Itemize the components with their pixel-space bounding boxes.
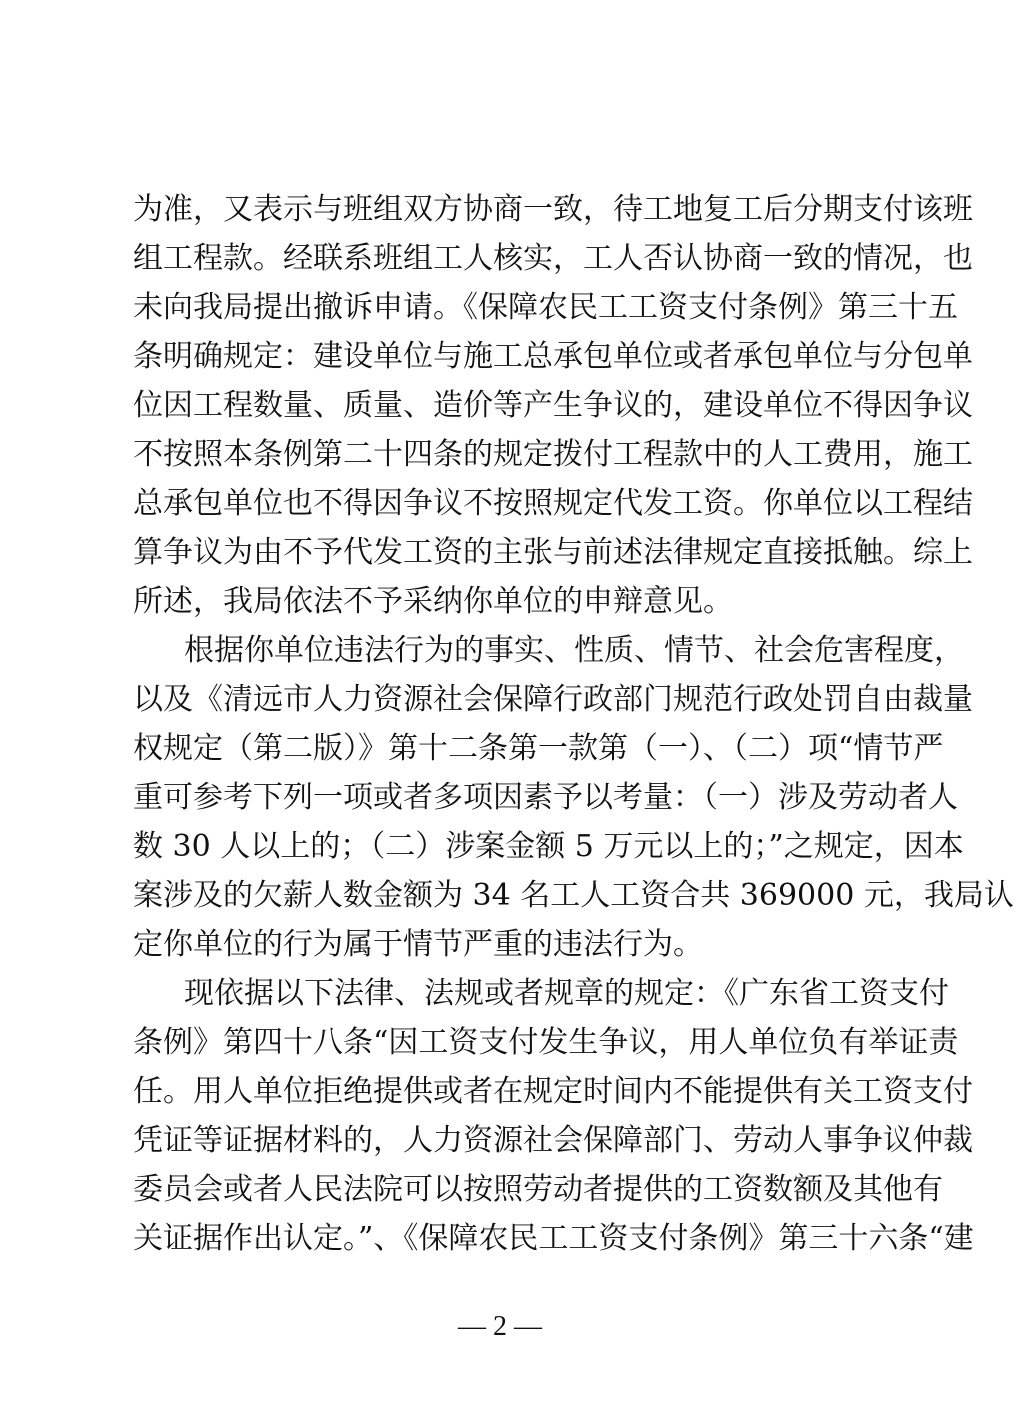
- body-line: 权规定（第二版）》第十二条第一款第（一）、（二）项“情节严: [133, 731, 944, 766]
- body-line: 所述，我局依法不予采纳你单位的申辩意见。: [133, 584, 733, 619]
- body-line: 委员会或者人民法院可以按照劳动者提供的工资数额及其他有: [133, 1172, 943, 1207]
- body-line: 为准，又表示与班组双方协商一致，待工地复工后分期支付该班: [133, 192, 973, 227]
- body-line: 组工程款。经联系班组工人核实，工人否认协商一致的情况，也: [133, 241, 973, 276]
- body-line: 重可参考下列一项或者多项因素予以考量：（一）涉及劳动者人: [133, 780, 958, 815]
- page-number: — 2 —: [458, 1311, 542, 1342]
- body-line: 关证据作出认定。”、《保障农民工工资支付条例》第三十六条“建: [133, 1221, 974, 1256]
- body-line: 位因工程数量、质量、造价等产生争议的，建设单位不得因争议: [133, 388, 973, 423]
- body-line: 不按照本条例第二十四条的规定拨付工程款中的人工费用，施工: [133, 437, 973, 472]
- body-line: 未向我局提出撤诉申请。《保障农民工工资支付条例》第三十五: [133, 290, 958, 325]
- body-line: 总承包单位也不得因争议不按照规定代发工资。你单位以工程结: [133, 486, 973, 521]
- body-line: 数 30 人以上的；（二）涉案金额 5 万元以上的；”之规定，因本: [133, 829, 964, 864]
- body-line: 案涉及的欠薪人数金额为 34 名工人工资合共 369000 元，我局认: [133, 878, 1014, 913]
- body-line: 定你单位的行为属于情节严重的违法行为。: [133, 927, 703, 962]
- body-line: 根据你单位违法行为的事实、性质、情节、社会危害程度，: [184, 633, 964, 668]
- body-line: 以及《清远市人力资源社会保障行政部门规范行政处罚自由裁量: [133, 682, 973, 717]
- body-line: 任。用人单位拒绝提供或者在规定时间内不能提供有关工资支付: [133, 1074, 973, 1109]
- body-line: 条例》第四十八条“因工资支付发生争议，用人单位负有举证责: [133, 1025, 959, 1060]
- body-line: 凭证等证据材料的，人力资源社会保障部门、劳动人事争议仲裁: [133, 1123, 973, 1158]
- body-line: 条明确规定：建设单位与施工总承包单位或者承包单位与分包单: [133, 339, 973, 374]
- body-line: 现依据以下法律、法规或者规章的规定：《广东省工资支付: [184, 976, 949, 1011]
- body-line: 算争议为由不予代发工资的主张与前述法律规定直接抵触。综上: [133, 535, 973, 570]
